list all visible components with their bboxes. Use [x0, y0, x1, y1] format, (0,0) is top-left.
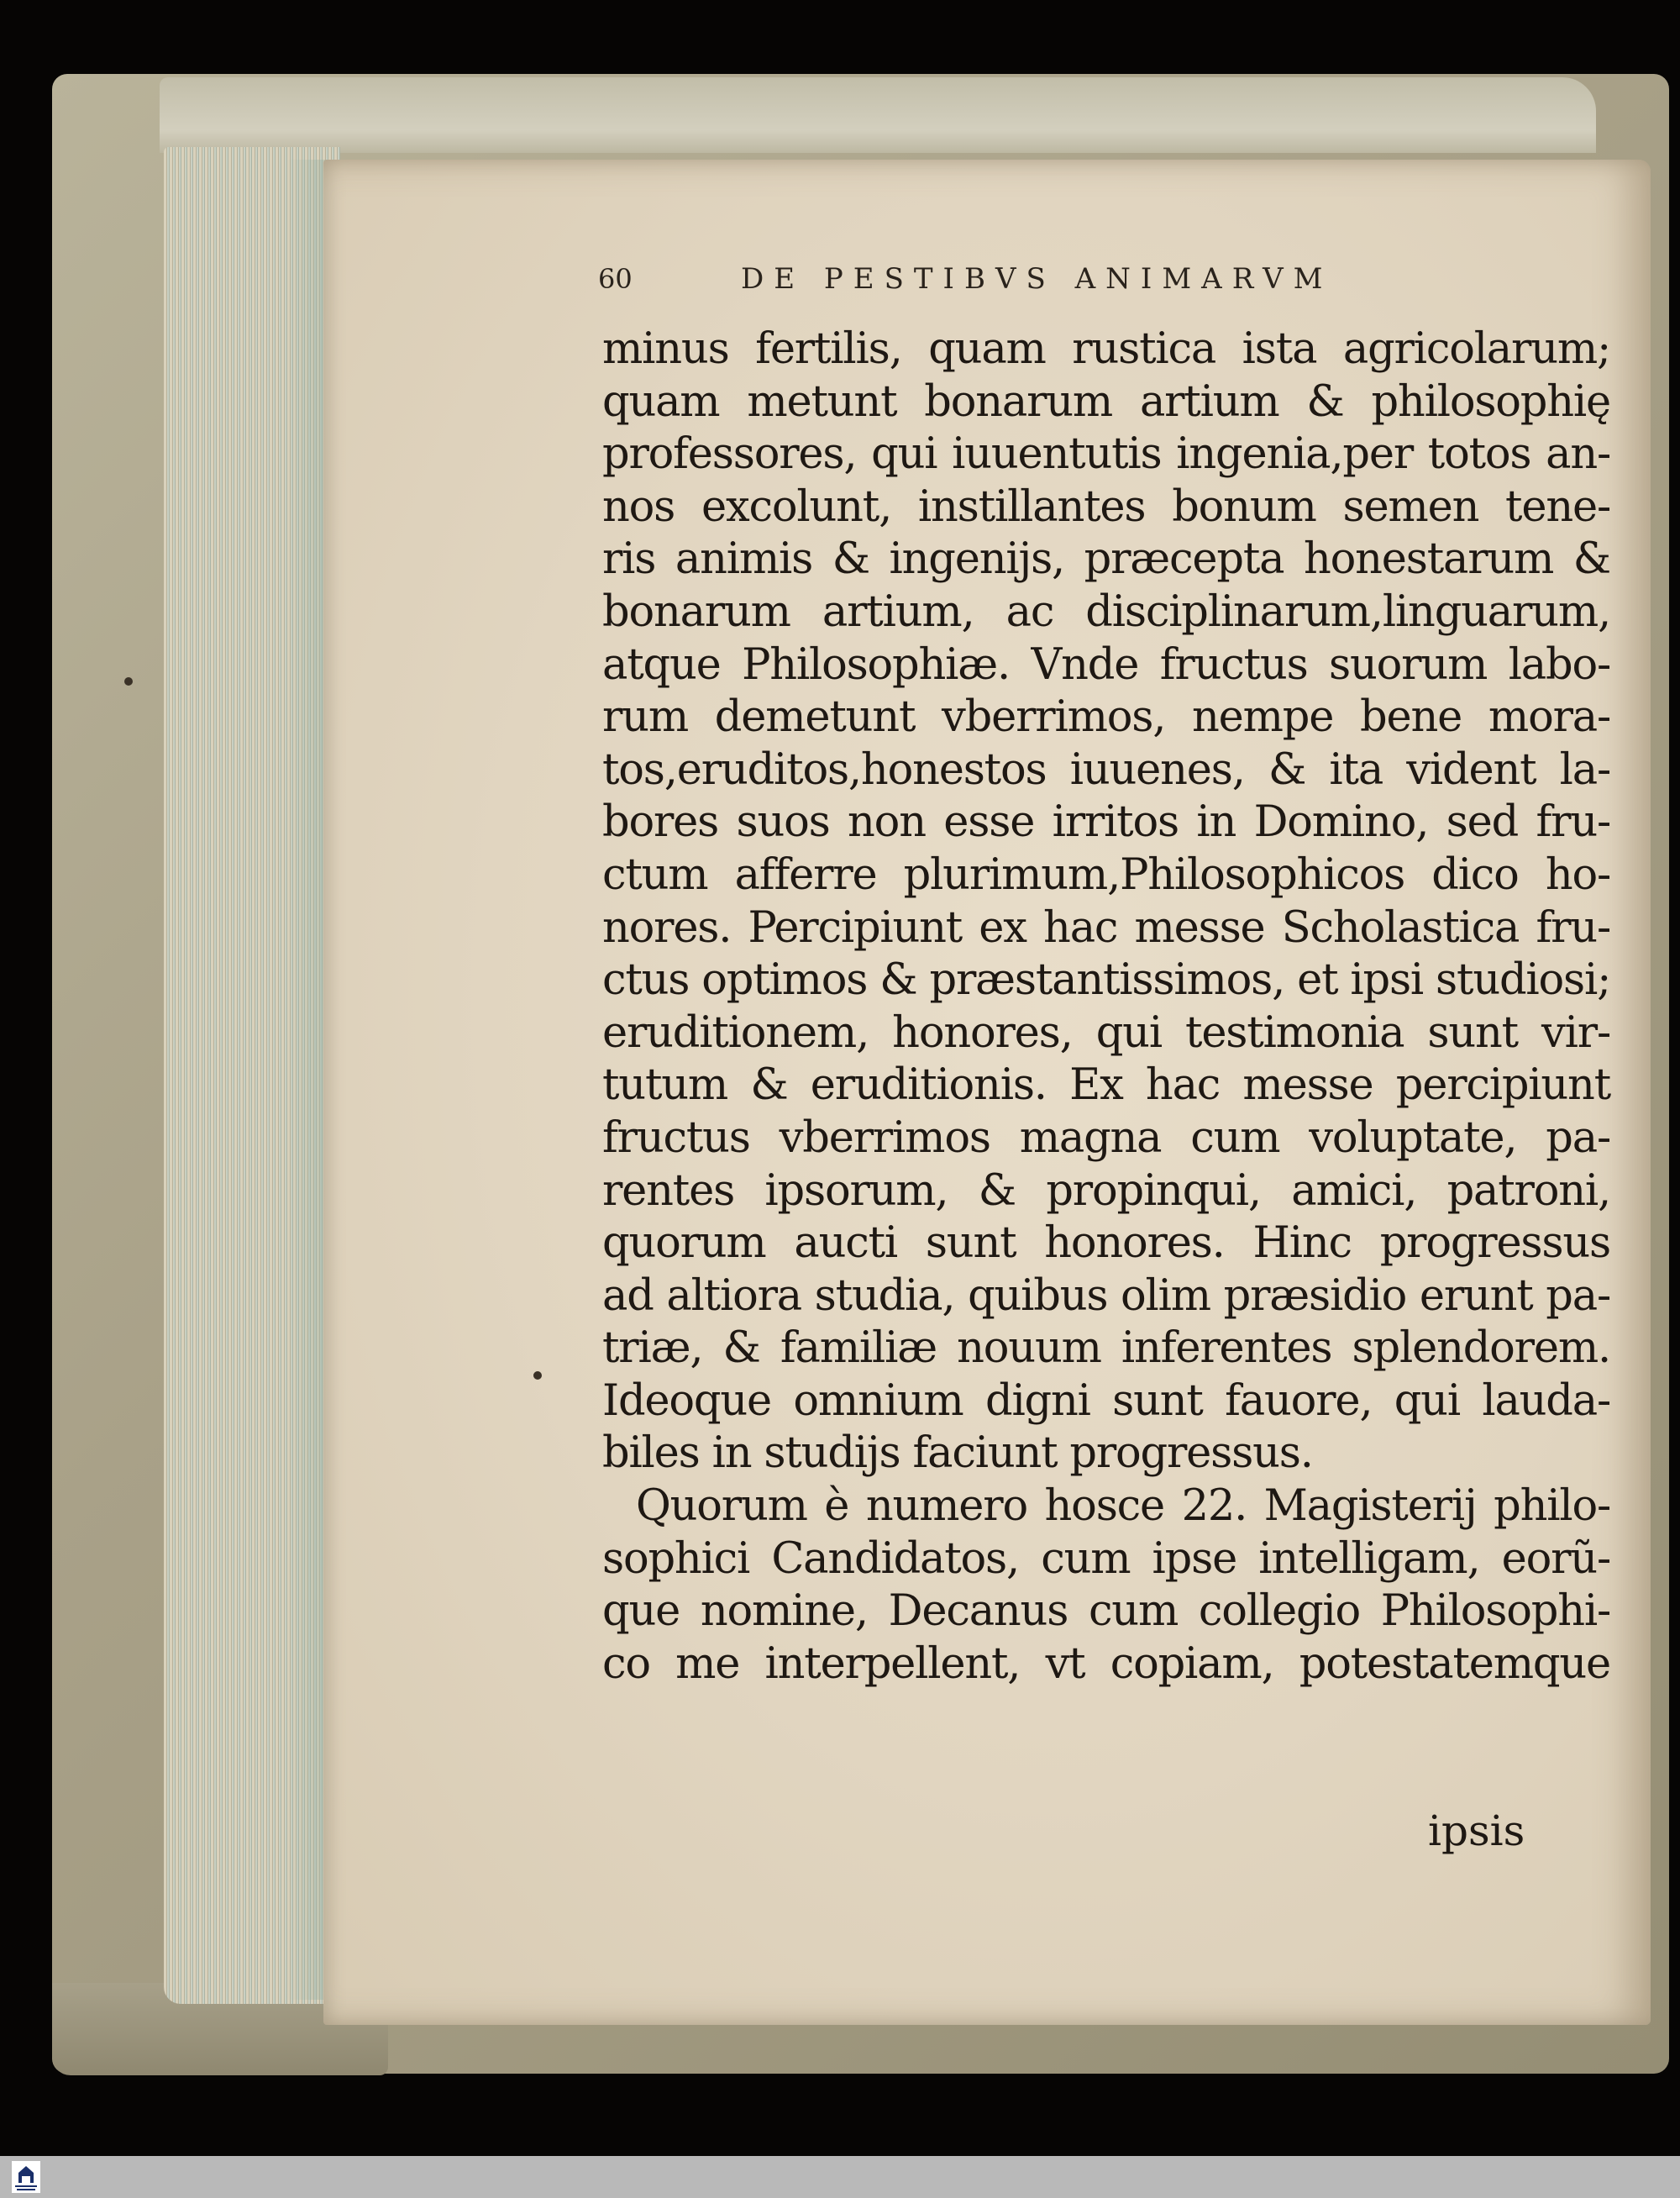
text-line: nores. Percipiunt ex hac messe Scholastica fru- — [602, 902, 1610, 953]
library-footer-bar — [0, 2156, 1680, 2198]
text-line: nos excolunt, instillantes bonum semen tene- — [602, 481, 1610, 532]
text-line: Quorum è numero hosce 22. Magisterij philo- — [636, 1481, 1610, 1532]
margin-dot — [533, 1371, 542, 1380]
text-line: Ideoque omnium digni sunt fauore, qui lauda- — [602, 1375, 1610, 1426]
text-line: quam metunt bonarum artium & philosophię — [602, 376, 1610, 427]
text-line: fructus vberrimos magna cum voluptate, pa- — [602, 1112, 1610, 1163]
text-line: co me interpellent, vt copiam, potestatemque — [602, 1638, 1610, 1689]
text-line: que nomine, Decanus cum collegio Philosophi- — [602, 1586, 1610, 1637]
cover-top-edge — [160, 77, 1596, 153]
running-head — [598, 262, 1446, 302]
text-line: quorum aucti sunt honores. Hinc progressus — [602, 1218, 1610, 1269]
text-line: bores suos non esse irritos in Domino, sed fru- — [602, 797, 1610, 848]
text-line: atque Philosophiæ. Vnde fructus suorum labo- — [602, 639, 1610, 690]
text-line: sophici Candidatos, cum ipse intelligam, eorũ- — [602, 1533, 1610, 1584]
page-number: 60 — [598, 263, 633, 295]
text-line: ctum afferre plurimum,Philosophicos dico ho- — [602, 849, 1610, 900]
text-line: eruditionem, honores, qui testimonia sunt vir- — [602, 1007, 1610, 1058]
body-text — [602, 323, 1610, 1691]
text-line: triæ, & familiæ nouum inferentes splendorem. — [602, 1323, 1610, 1374]
text-line: bonarum artium, ac disciplinarum,linguarum, — [602, 586, 1610, 637]
text-line: rum demetunt vberrimos, nempe bene mora- — [602, 692, 1610, 743]
text-line: rentes ipsorum, & propinqui, amici, patroni, — [602, 1165, 1610, 1216]
text-line: ctus optimos & præstantissimos, et ipsi studiosi; — [602, 955, 1611, 1006]
text-line: tos,eruditos,honestos iuuenes, & ita vident la- — [602, 744, 1610, 795]
catchword: ipsis — [1428, 1806, 1525, 1855]
text-line: tutum & eruditionis. Ex hac messe percipiunt — [602, 1060, 1610, 1111]
text-line: biles in studijs faciunt progressus. — [602, 1428, 1313, 1479]
running-title: DE PESTIBVS ANIMARVM — [741, 262, 1333, 296]
text-line: professores, qui iuuentutis ingenia,per totos an- — [602, 429, 1610, 480]
text-line: ris animis & ingenijs, præcepta honestarum & — [602, 534, 1610, 585]
text-line: minus fertilis, quam rustica ista agricolarum; — [602, 324, 1610, 374]
text-line: ad altiora studia, quibus olim præsidio erunt pa- — [602, 1270, 1610, 1321]
margin-dot — [124, 677, 133, 686]
library-logo-icon — [12, 2161, 40, 2193]
